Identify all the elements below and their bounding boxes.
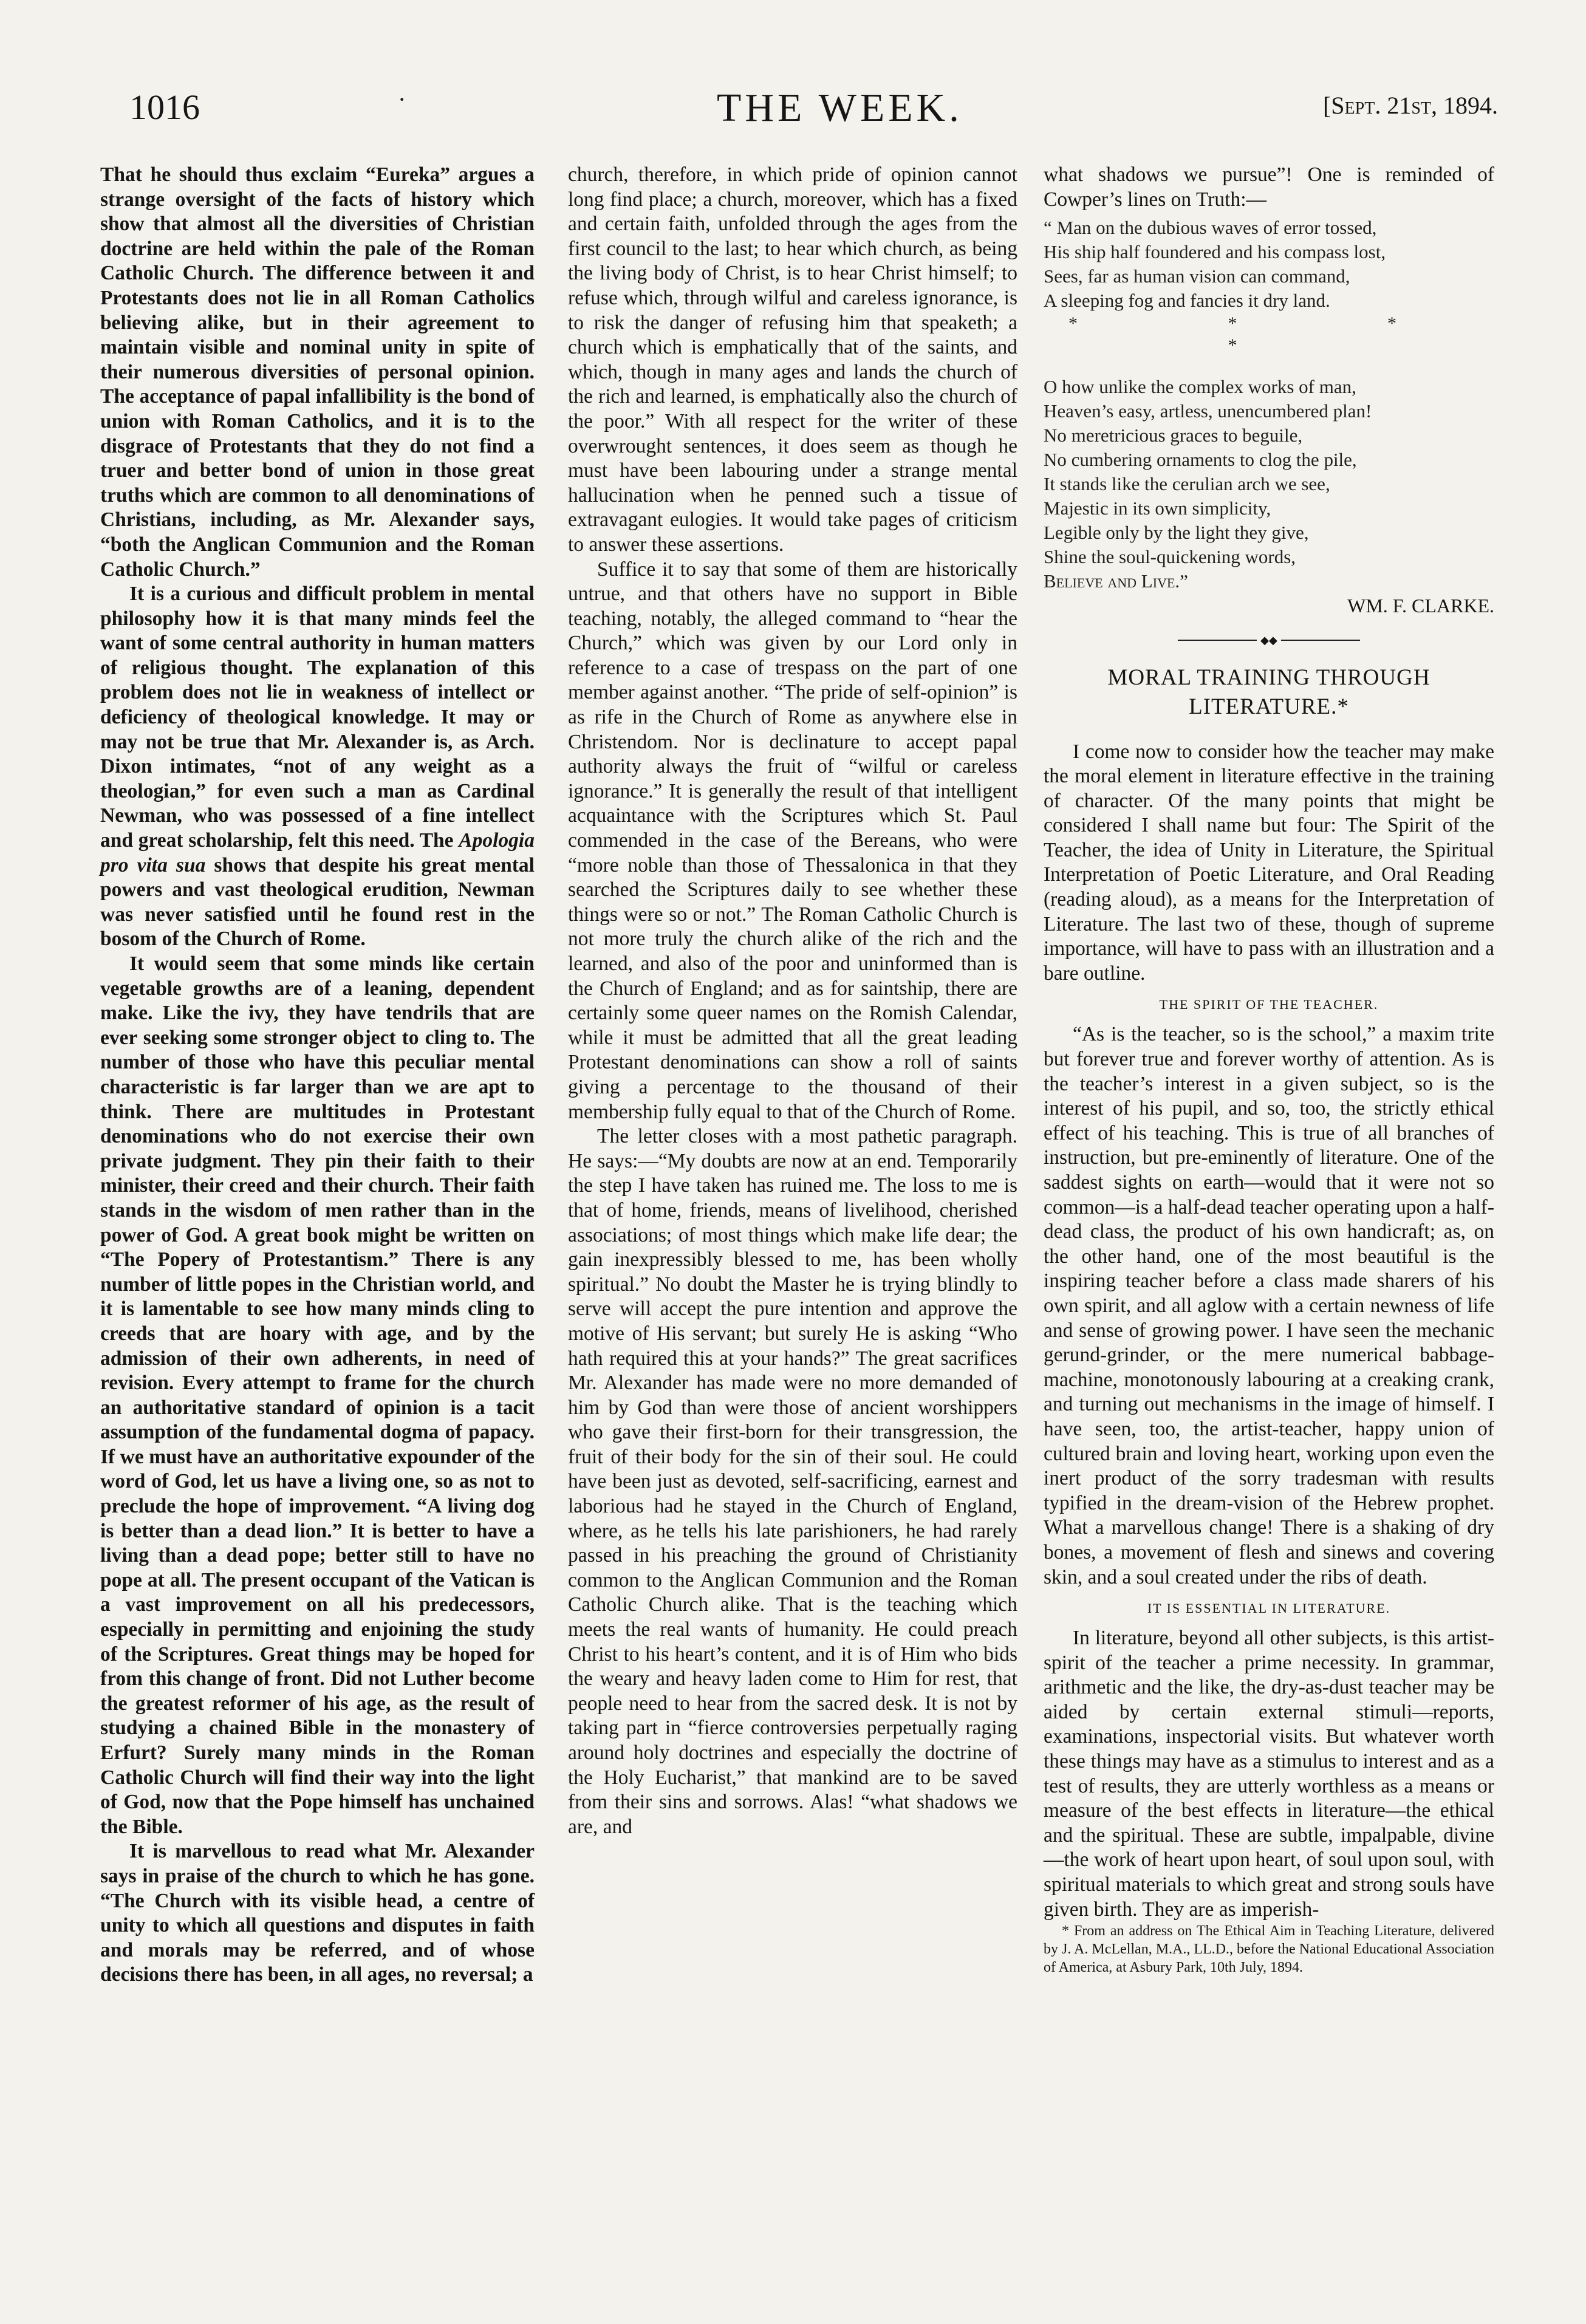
paragraph-text: It is a curious and difficult problem in mental philosophy how it is that many minds feel the want of some central authority in human matters of religious thought. The explanation of this problem does not lie in weakness of intellect or deficiency of theological knowledge. It may or may not be true that Mr. Alexander is, as Arch. Dixon intimates, “not of any weight as a theologian,” for even such a man as Cardinal Newman, who was possessed of a fine intellect and great scholarship, felt this need. The	[100, 583, 535, 852]
issue-date: [Sept. 21st, 1894.	[1322, 92, 1498, 119]
page-number: 1016	[129, 87, 200, 127]
poem-line: It stands like the cerulian arch we see,	[1044, 473, 1330, 495]
paragraph: I come now to consider how the teacher may make the moral element in literature effective in the training of character. Of the many points that might be considered I shall name but four: The Spirit of the Teacher, the idea of Unity in Literature, the Spiritual Interpretation of Poetic Literature, and Oral Reading (reading aloud), as a means for the Interpretation of Literature. The last two of these, though of supreme importance, will have to pass with an illustration and a bare outline.	[1044, 740, 1494, 985]
book-title-italic: Apologia pro vita sua	[100, 829, 535, 877]
column-right	[1044, 163, 1494, 1977]
page-header	[0, 0, 1586, 164]
paragraph: church, therefore, in which pride of opinion cannot long find place; a church, moreover, which has a fixed and certain faith, unfolded through the ages from the first council to the last; to hear which church, as being the living body of Christ, is to hear Christ himself; to refuse which, through wilful and careless ignorance, is to risk the danger of refusing him that speaketh; a church which is emphatically that of the saints, and which, though in many ages and lands the church of the rich and learned, is emphatically also the church of the poor.” With all respect for the writer of these overwrought sentences, it does seem as though he must have been labouring under a strange mental hallucination when he penned such a tissue of extravagant eulogies. It would take pages of criticism to answer these assertions.	[568, 163, 1017, 556]
spacer	[1044, 357, 1494, 375]
paragraph	[100, 582, 535, 952]
paragraph: In literature, beyond all other subjects, is this artist-spirit of the teacher a prime necessity. In grammar, arithmetic and the like, the dry-as-dust teacher may be aided by certain external stimuli—reports, examinations, inspectorial visits. But whatever worth these things may have as a stimulus to interest and as a test of results, they are utterly worthless as a means or measure of the best effects in literature—the ethical and the spiritual. These are subtle, impalpable, divine—the work of heart upon heart, of soul upon soul, with spiritual materials to which great and strong souls have given birth. They are as imperish-	[1044, 1627, 1494, 1921]
section-subheading: IT IS ESSENTIAL IN LITERATURE.	[1147, 1601, 1391, 1616]
paragraph: Suffice it to say that some of them are historically untrue, and that others have no support in Bible teaching, notably, the alleged command to “hear the Church,” which was given by our Lord only in reference to a case of trespass on the part of one member against another. “The pride of self-opinion” is as rife in the Church of Rome as anywhere else in Christendom. Nor is declinature to accept papal authority always the fruit of “wilful or careless ignorance.” It is generally the result of that intelligent acquaintance with the Scriptures which St. Paul commended in the case of the Bereans, who were “more noble than those of Thessalonica in that they searched the Scriptures daily to see whether these things were so or not.” The Roman Catholic Church is not more truly the church alike of the rich and the learned, and also of the poor and uninformed than is the Church of England; and as for saintship, there are certainly some queer names on the Romish Calendar, while it must be admitted that all the great leading Protestant denominations can show a roll of saints giving a percentage to the thousand of their membership fully equal to that of the Church of Rome.	[568, 558, 1017, 1123]
poem-line: No meretricious graces to beguile,	[1044, 425, 1303, 446]
poem-line: Legible only by the light they give,	[1044, 522, 1309, 544]
divider-ornament: ◆◆	[1260, 634, 1277, 646]
footnote: * From an address on The Ethical Aim in Teaching Literature, delivered by J. A. McLellan, M.A., LL.D., before the National Educational Association of America, at Asbury Park, 10th July, 1894.	[1044, 1923, 1494, 1976]
poem-line: “ Man on the dubious waves of error tossed,	[1044, 217, 1377, 239]
poem-separator: * * * *	[1068, 313, 1469, 356]
author-signature: WM. F. CLARKE.	[1347, 595, 1494, 617]
poem-line: Believe and Live.”	[1044, 570, 1188, 592]
paragraph: That he should thus exclaim “Eureka” argues a strange oversight of the facts of history which show that almost all the diversities of Christian doctrine are held within the pale of the Roman Catholic Church. The difference between it and Protestants does not lie in all Roman Catholics believing alike, but in their agreement to maintain visible and nominal unity in spite of their numerous diversities of personal opinion. The acceptance of papal infallibility is the bond of union with Roman Catholics, and it is to the disgrace of Protestants that they do not find a truer and better bond of union in those great truths which are common to all denominations of Christians, including, as Mr. Alexander says, “both the Anglican Communion and the Roman Catholic Church.”	[100, 163, 535, 581]
poem-line: O how unlike the complex works of man,	[1044, 376, 1356, 398]
poem-line: Shine the soul-quickening words,	[1044, 546, 1296, 568]
column-middle	[568, 163, 1017, 1839]
poem-line: Majestic in its own simplicity,	[1044, 497, 1271, 519]
poem-line: Sees, far as human vision can command,	[1044, 265, 1350, 287]
paragraph: what shadows we pursue”! One is reminded of Cowper’s lines on Truth:—	[1044, 163, 1494, 211]
paragraph: It would seem that some minds like certain vegetable growths are of a leaning, dependent make. Like the ivy, they have tendrils that are ever seeking some stronger object to cling to. The number of those who have this peculiar mental characteristic is far larger than we are apt to think. There are multitudes in Protestant denominations who do not exercise their own private judgment. They pin their faith to their minister, their creed and their church. Their faith stands in the wisdom of men rather than in the power of God. A great book might be written on “The Popery of Protestantism.” There is any number of little popes in the Christian world, and it is lamentable to see how many minds cling to creeds that are hoary with age, and by the admission of their own adherents, in need of revision. Every attempt to frame for the church an authoritative standard of opinion is a tacit assumption of the fundamental dogma of papacy. If we must have an authoritative expounder of the word of God, let us have a living one, so as not to preclude the hope of improvement. “A living dog is better than a dead lion.” It is better to have a living than a dead pope; better still to have no pope at all. The present occupant of the Vatican is a vast improvement on all his predecessors, especially in permitting and enjoining the study of the Scriptures. Great things may be hoped for from this change of front. Did not Luther become the greatest reformer of his age, as the result of studying a chained Bible in the monastery of Erfurt? Surely many minds in the Roman Catholic Church will find their way into the light of God, now that the Pope himself has unchained the Bible.	[100, 952, 535, 1838]
paragraph: The letter closes with a most pathetic paragraph. He says:—“My doubts are now at an end. Temporarily the step I have taken has ruined me. The loss to me is that of home, friends, means of livelihood, cherished associations; of most things which make life dear; the gain inexpressibly blessed to me, has been wholly spiritual.” No doubt the Master he is trying blindly to serve will accept the pure intention and approve the motive of His servant; but surely He is asking “Who hath required this at your hands?” The great sacrifices Mr. Alexander has made were no more demanded of him by God than were those of ancient worshippers who gave their first-born for their transgression, the fruit of their body for the sin of their soul. He could have been just as devoted, self-sacrificing, earnest and laborious had he stayed in the Church of England, where, as he tells his late parishioners, he had rarely passed in his preaching the ground of Christianity common to the Anglican Communion and the Roman Catholic Church alike. That is the teaching which meets the real wants of humanity. He could preach Christ to his heart’s content, and it is of Him who bids the weary and heavy laden come to Him for rest, that people need to hear from the sacred desk. It is not by taking part in “fierce controversies perpetually raging around holy doctrines and especially the doctrine of the Holy Eucharist,” that mankind are to be saved from their sins and sorrows. Alas! “what shadows we are, and	[568, 1125, 1017, 1838]
paragraph-text: shows that despite his great mental powers and vast theological erudition, Newman was never satisfied until he found rest in the bosom of the Church of Rome.	[100, 853, 535, 951]
masthead-title: THE WEEK.	[717, 86, 963, 130]
divider-rule	[1281, 640, 1360, 641]
divider-rule	[1178, 640, 1257, 641]
paragraph: It is marvellous to read what Mr. Alexander says in praise of the church to which he has gone. “The Church with its visible head, a centre of unity to which all questions and disputes in faith and morals may be referred, and of whose decisions there has been, in all ages, no reversal; a	[100, 1840, 535, 1986]
column-left	[100, 163, 535, 1987]
poem-stanza	[1044, 216, 1494, 593]
article-title: MORAL TRAINING THROUGH LITERATURE.*	[1107, 665, 1430, 719]
section-subheading: THE SPIRIT OF THE TEACHER.	[1159, 997, 1379, 1013]
section-divider	[1044, 632, 1494, 646]
paragraph: “As is the teacher, so is the school,” a maxim trite but forever true and forever worthy of attention. As is the teacher’s interest in a given subject, so is the interest of his pupil, and so, too, the strictly ethical effect of his teaching. This is true of all branches of instruction, but pre-eminently of literature. One of the saddest sights on earth—would that it were not so common—is a half-dead teacher operating upon a half-dead class, the product of his own handicraft; as, on the other hand, one of the most beautiful is the inspiring teacher before a class made sharers of his own spirit, and all aglow with a certain newness of life and sense of growing power. I have seen the mechanic gerund-grinder, or the mere numerical babbage-machine, monotonously labouring at a creaking crank, and turning out mechanisms in the image of himself. I have seen, too, the artist-teacher, happy union of cultured brain and loving heart, working upon even the inert product of the sorry tradesman with results typified in the dream-vision of the Hebrew prophet. What a marvellous change! There is a shaking of dry bones, a movement of flesh and sinews and covering skin, and a soul created under the ribs of death.	[1044, 1023, 1494, 1588]
poem-line: No cumbering ornaments to clog the pile,	[1044, 449, 1357, 471]
header-dot: ·	[398, 86, 406, 113]
poem-line: A sleeping fog and fancies it dry land.	[1044, 290, 1330, 312]
poem-line: Heaven’s easy, artless, unencumbered plan!	[1044, 400, 1372, 422]
poem-line: His ship half foundered and his compass lost,	[1044, 241, 1386, 263]
